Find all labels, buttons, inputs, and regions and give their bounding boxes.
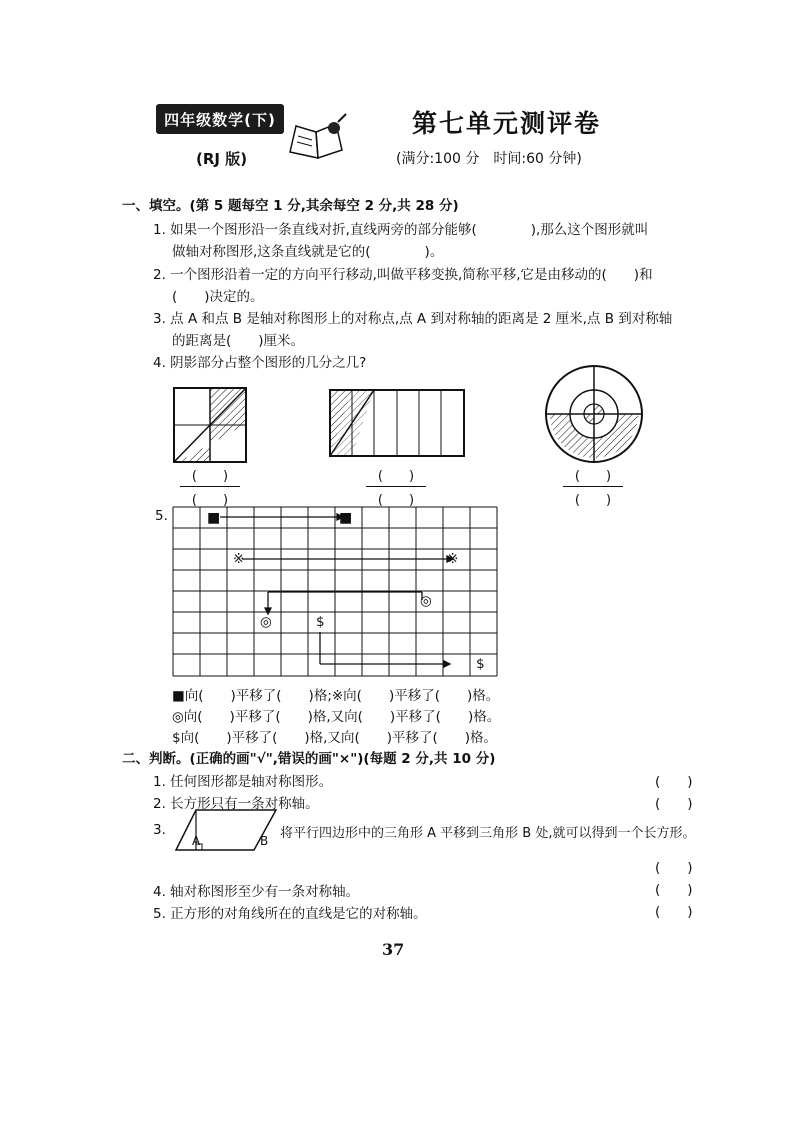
fraction-2-numerator[interactable]: ( ) [377,469,415,484]
q4-text: 4. 阴影部分占整个图形的几分之几? [153,355,367,371]
q3-line1: 3. 点 A 和点 B 是轴对称图形上的对称点,点 A 到对称轴的距离是 2 厘米,点 B 到对称轴 [153,311,673,327]
grid-circle-end: ◎ [260,614,272,630]
fraction-3-denominator[interactable]: ( ) [574,493,612,508]
exam-info: (满分:100 分 时间:60 分钟) [396,151,582,167]
fraction-1-numerator[interactable]: ( ) [191,469,229,484]
grid-circle-start: ◎ [420,593,432,609]
q5-square-line: ■向( )平移了( )格;※向( )平移了( )格。 [172,688,500,704]
grid-ref-end: ※ [447,551,459,567]
grid-dollar-end: $ [476,656,485,672]
grid-square-end: ■ [339,510,353,526]
q3-line2: 的距离是( )厘米。 [172,333,305,349]
q1-line1: 1. 如果一个图形沿一条直线对折,直线两旁的部分能够( ),那么这个图形就叫 [153,222,649,238]
q2-line1: 2. 一个图形沿着一定的方向平行移动,叫做平移变换,简称平移,它是由移动的( )和 [153,267,653,283]
grid-square-start: ■ [207,510,221,526]
translation-grid [172,506,498,678]
section2-heading: 二、判断。(正确的画"√",错误的画"×")(每题 2 分,共 10 分) [122,751,496,767]
figure-circles [546,366,642,462]
figure-square [174,388,246,462]
judge-3-answer[interactable]: ( ) [655,860,693,876]
fraction-2 [366,465,426,508]
grid-ref-start: ※ [233,551,245,567]
judge-5: 5. 正方形的对角线所在的直线是它的对称轴。 [153,906,427,922]
judge-4: 4. 轴对称图形至少有一条对称轴。 [153,884,360,900]
fraction-1 [180,465,240,508]
q1-line2: 做轴对称图形,这条直线就是它的( )。 [172,244,444,260]
fraction-1-denominator[interactable]: ( ) [191,493,229,508]
q5-label: 5. [155,508,168,524]
triangle-a-label: A [192,834,201,848]
judge-1-answer[interactable]: ( ) [655,774,693,790]
judge-5-answer[interactable]: ( ) [655,904,693,920]
judge-2-answer[interactable]: ( ) [655,796,693,812]
fraction-3 [563,465,623,508]
q5-dollar-line: $向( )平移了( )格,又向( )平移了( )格。 [172,730,498,746]
edition-label: (RJ 版) [196,150,248,168]
page-title: 第七单元测评卷 [412,109,602,138]
q5-circle-line: ◎向( )平移了( )格,又向( )平移了( )格。 [172,709,501,725]
judge-4-answer[interactable]: ( ) [655,882,693,898]
page-number: 37 [382,940,405,959]
triangle-b-label: B [260,834,269,848]
judge-3: 将平行四边形中的三角形 A 平移到三角形 B 处,就可以得到一个长方形。 [280,826,696,841]
q2-line2: ( )决定的。 [172,289,264,305]
judge-2: 2. 长方形只有一条对称轴。 [153,796,319,812]
figure-rectangle [330,390,464,456]
section1-heading: 一、填空。(第 5 题每空 1 分,其余每空 2 分,共 28 分) [122,198,459,214]
grade-badge: 四年级数学(下) [156,104,284,134]
judge-3-number: 3. [153,822,166,838]
fraction-2-denominator[interactable]: ( ) [377,493,415,508]
grid-dollar-start: $ [316,614,325,630]
judge-1: 1. 任何图形都是轴对称图形。 [153,774,333,790]
fraction-3-numerator[interactable]: ( ) [574,469,612,484]
